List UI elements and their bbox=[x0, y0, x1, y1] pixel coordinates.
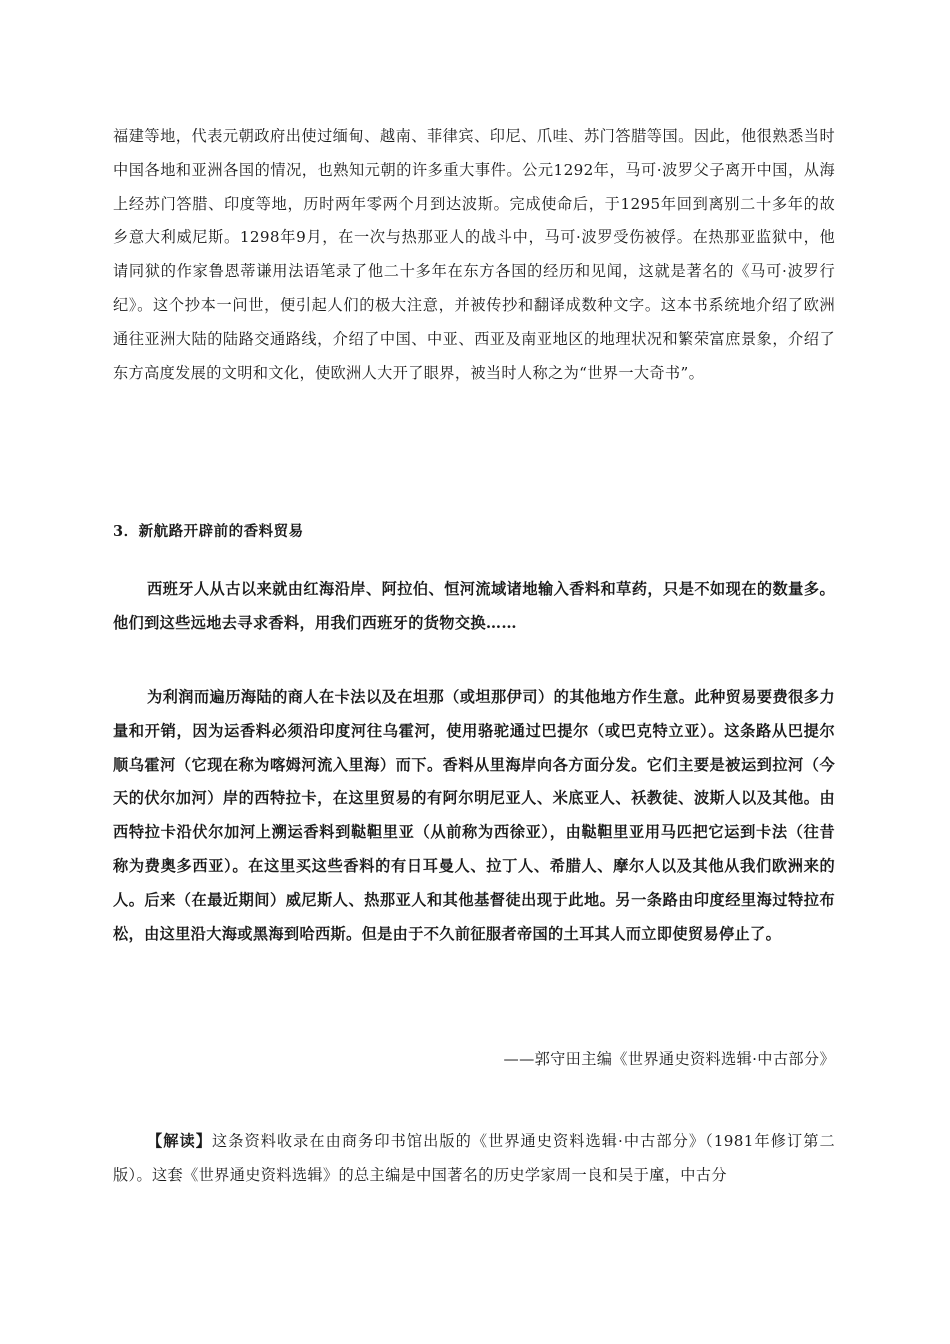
interpretation-section bbox=[113, 1125, 835, 1193]
source-citation: ——郭守田主编《世界通史资料选辑·中古部分》 bbox=[503, 1050, 835, 1068]
section-heading-block bbox=[113, 520, 835, 541]
quote-section-2 bbox=[113, 681, 835, 951]
quote-paragraph-1: 西班牙人从古以来就由红海沿岸、阿拉伯、恒河流域诸地输入香料和草药，只是不如现在的数量多。他们到这些远地去寻求香料，用我们西班牙的货物交换…… bbox=[113, 580, 835, 632]
intro-section bbox=[113, 120, 835, 390]
quote-section-1 bbox=[113, 573, 835, 641]
interpretation-text: 这条资料收录在由商务印书馆出版的《世界通史资料选辑·中古部分》（1981年修订第二版）。这套《世界通史资料选辑》的总主编是中国著名的历史学家周一良和吴于廑，中古分 bbox=[113, 1132, 835, 1184]
intro-paragraph: 福建等地，代表元朝政府出使过缅甸、越南、菲律宾、印尼、爪哇、苏门答腊等国。因此，他很熟悉当时中国各地和亚洲各国的情况，也熟知元朝的许多重大事件。公元1292年，马可·波罗父子离开中国，从海上经苏门答腊、印度等地，历时两年零两个月到达波斯。完成使命后，于1295年回到离别二十多年的故乡意大利威尼斯。1298年9月，在一次与热那亚人的战斗中，马可·波罗受伤被俘。在热那亚监狱中，他请同狱的作家鲁恩蒂谦用法语笔录了他二十多年在东方各国的经历和见闻，这就是著名的《马可·波罗行纪》。这个抄本一问世，便引起人们的极大注意，并被传抄和翻译成数种文字。这本书系统地介绍了欧洲通往亚洲大陆的陆路交通路线，介绍了中国、中亚、西亚及南亚地区的地理状况和繁荣富庶景象，介绍了东方高度发展的文明和文化，使欧洲人大开了眼界，被当时人称之为“世界一大奇书”。 bbox=[113, 127, 835, 382]
quote-paragraph-2: 为利润而遍历海陆的商人在卡法以及在坦那（或坦那伊司）的其他地方作生意。此种贸易要费很多力量和开销，因为运香料必须沿印度河往乌霍河，使用骆驼通过巴提尔（或巴克特立亚）。这条路从巴提尔顺乌霍河（它现在称为喀姆河流入里海）而下。香料从里海岸向各方面分发。它们主要是被运到拉河（今天的伏尔加河）岸的西特拉卡，在这里贸易的有阿尔明尼亚人、米底亚人、袄教徒、波斯人以及其他。由西特拉卡沿伏尔加河上溯运香料到鞑靼里亚（从前称为西徐亚），由鞑靼里亚用马匹把它运到卡法（往昔称为费奥多西亚）。在这里买这些香料的有日耳曼人、拉丁人、希腊人、摩尔人以及其他从我们欧洲来的人。后来（在最近期间）威尼斯人、热那亚人和其他基督徒出现于此地。另一条路由印度经里海过特拉布松，由这里沿大海或黑海到哈西斯。但是由于不久前征服者帝国的土耳其人而立即使贸易停止了。 bbox=[113, 688, 835, 943]
interpretation-paragraph bbox=[113, 1125, 835, 1193]
interpretation-label: 【解读】 bbox=[147, 1132, 212, 1150]
section-heading: 3．新航路开辟前的香料贸易 bbox=[113, 523, 304, 540]
source-block bbox=[113, 1048, 835, 1069]
